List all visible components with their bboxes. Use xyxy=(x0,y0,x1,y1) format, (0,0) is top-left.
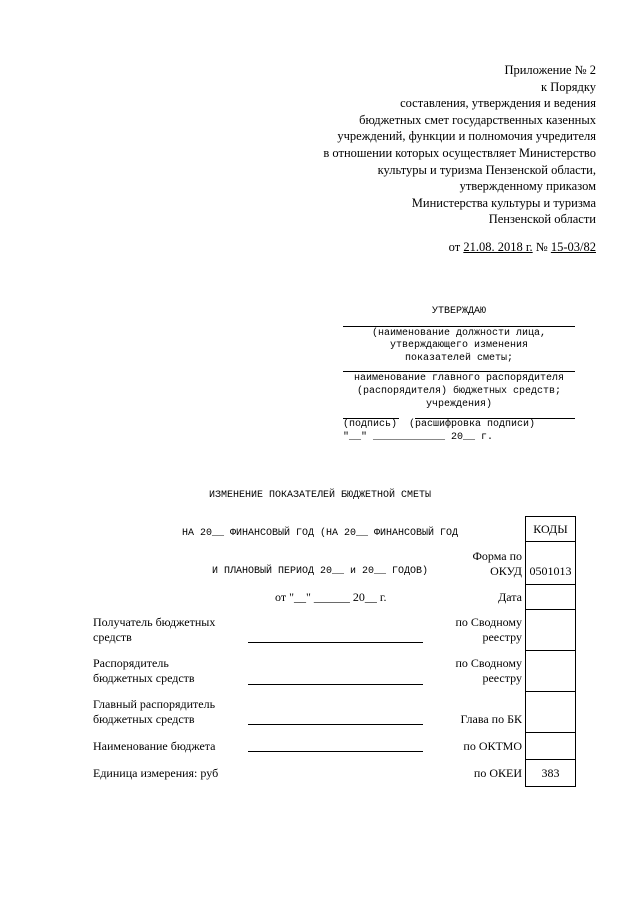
register-label-line: по Сводному xyxy=(455,656,522,670)
register-label-line: реестру xyxy=(482,671,522,685)
oktmo-code-cell xyxy=(525,732,576,760)
okud-label xyxy=(472,549,522,579)
chief-manager-label xyxy=(93,697,215,727)
appendix-line: Министерства культуры и туризма xyxy=(411,195,596,210)
document-title-line: ИЗМЕНЕНИЕ ПОКАЗАТЕЛЕЙ БЮДЖЕТНОЙ СМЕТЫ xyxy=(208,490,432,502)
date-from: от "__" ______ 20__ г. xyxy=(275,590,387,604)
recipient-label xyxy=(93,615,215,645)
budget-name-label: Наименование бюджета xyxy=(93,739,216,753)
appendix-line: Пензенской области xyxy=(488,212,596,227)
appendix-line: в отношении которых осуществляет Министерство xyxy=(323,145,596,160)
position-line xyxy=(343,326,575,327)
organization-hint-line: учреждения) xyxy=(425,398,492,410)
order-number: 15-03/82 xyxy=(550,240,596,254)
order-date: 21.08. 2018 г. xyxy=(463,240,533,254)
position-hint-line: (наименование должности лица, xyxy=(371,327,547,339)
appendix-line: утвержденному приказом xyxy=(459,179,596,194)
date-code-cell xyxy=(525,584,576,610)
organization-hint-line: (распорядителя) бюджетных средств; xyxy=(356,385,562,397)
chief-manager-fill-line[interactable] xyxy=(248,724,423,725)
manager-label-line: бюджетных средств xyxy=(93,671,195,685)
organization-line xyxy=(343,371,575,372)
manager-register-label xyxy=(455,656,522,686)
manager-fill-line[interactable] xyxy=(248,684,423,685)
budget-form xyxy=(93,516,576,788)
manager-label xyxy=(93,656,195,686)
okud-code: 0501013 xyxy=(525,541,576,585)
organization-hint-line: наименование главного распорядителя xyxy=(353,373,565,385)
chief-manager-label-line: бюджетных средств xyxy=(93,712,195,726)
order-reference xyxy=(449,240,596,255)
appendix-line: бюджетных смет государственных казенных xyxy=(359,112,596,127)
budget-name-fill-line[interactable] xyxy=(248,751,423,752)
okud-label-line: ОКУД xyxy=(490,564,522,578)
codes-header: КОДЫ xyxy=(525,516,576,542)
signature-labels: (подпись) (расшифровка подписи) xyxy=(343,419,536,431)
document-title-line: И ПЛАНОВЫЙ ПЕРИОД 20__ и 20__ ГОДОВ) xyxy=(211,565,429,577)
document-title-line: НА 20__ ФИНАНСОВЫЙ ГОД (НА 20__ ФИНАНСОВЫЙ ГОД xyxy=(181,527,459,539)
position-hint xyxy=(343,328,575,366)
approval-block xyxy=(343,306,575,444)
approve-title: УТВЕРЖДАЮ xyxy=(431,306,486,317)
register-label-line: по Сводному xyxy=(455,615,522,629)
position-hint-line: показателей сметы; xyxy=(404,352,514,364)
appendix-header xyxy=(323,62,596,228)
appendix-line: к Порядку xyxy=(541,79,596,94)
unit-label: Единица измерения: руб xyxy=(93,766,219,780)
chief-manager-code-cell xyxy=(525,691,576,733)
oktmo-label: по ОКТМО xyxy=(463,739,522,753)
appendix-line: учреждений, функции и полномочия учредителя xyxy=(337,129,596,144)
recipient-register-label xyxy=(455,615,522,645)
date-label: Дата xyxy=(498,590,522,604)
approval-date: "__" ____________ 20__ г. xyxy=(343,431,494,443)
register-label-line: реестру xyxy=(482,630,522,644)
chief-manager-label-line: Главный распорядитель xyxy=(93,697,216,711)
appendix-line: культуры и туризма Пензенской области, xyxy=(377,162,596,177)
appendix-line: составления, утверждения и ведения xyxy=(400,96,596,111)
order-prefix: от xyxy=(448,240,464,254)
organization-hint xyxy=(343,373,575,411)
chapter-bk-label: Глава по БК xyxy=(460,712,522,726)
order-number-sign: № xyxy=(532,240,551,254)
okud-label-line: Форма по xyxy=(472,549,522,563)
manager-code-cell xyxy=(525,650,576,692)
manager-label-line: Распорядитель xyxy=(93,656,169,670)
recipient-code-cell xyxy=(525,609,576,651)
appendix-line: Приложение № 2 xyxy=(504,63,596,77)
recipient-label-line: средств xyxy=(93,630,132,644)
recipient-label-line: Получатель бюджетных xyxy=(93,615,216,629)
okei-label: по ОКЕИ xyxy=(473,766,522,780)
recipient-fill-line[interactable] xyxy=(248,642,423,643)
position-hint-line: утверждающего изменения xyxy=(389,340,529,352)
okei-code-cell: 383 xyxy=(525,759,576,787)
